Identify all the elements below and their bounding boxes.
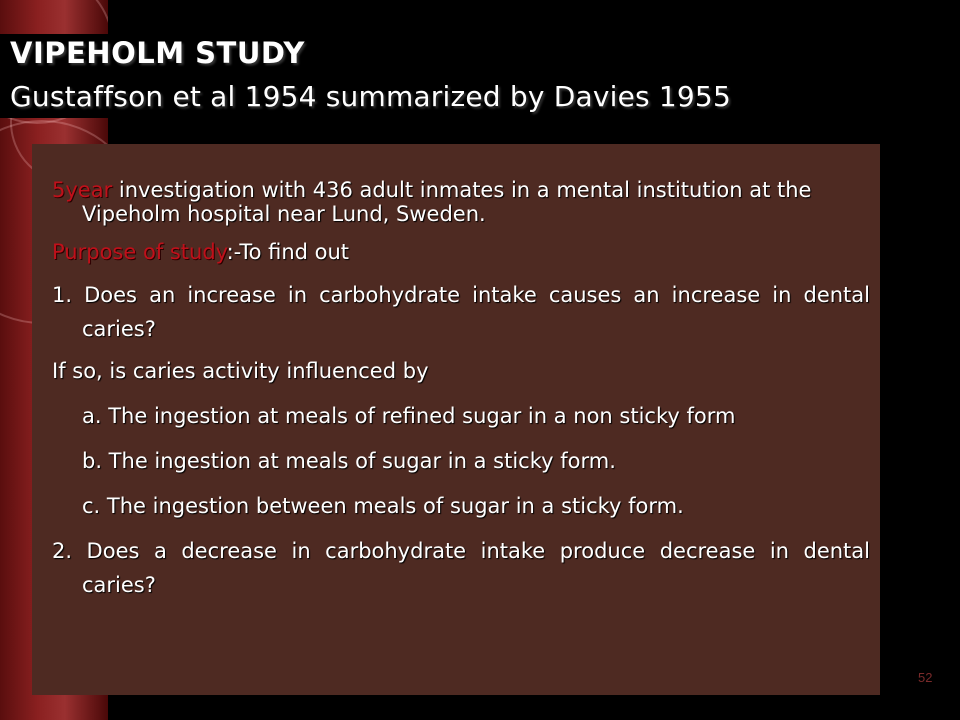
purpose-highlight: Purpose of study bbox=[52, 240, 227, 264]
page-number: 52 bbox=[918, 670, 933, 685]
question-2: 2. Does a decrease in carbohydrate intake produce decrease in dental caries? bbox=[52, 539, 870, 597]
slide-title: VIPEHOLM STUDY bbox=[10, 36, 305, 70]
intro-paragraph bbox=[52, 178, 870, 226]
sub-item-a: a. The ingestion at meals of refined sugar in a non sticky form bbox=[82, 404, 736, 428]
purpose-text: :-To find out bbox=[226, 240, 350, 264]
sub-item-c: c. The ingestion between meals of sugar in a sticky form. bbox=[82, 494, 684, 518]
slide-subtitle: Gustaffson et al 1954 summarized by Davies 1955 bbox=[10, 80, 731, 113]
purpose-paragraph bbox=[52, 239, 870, 266]
if-so-line: If so, is caries activity influenced by bbox=[52, 359, 429, 383]
intro-highlight: 5year bbox=[52, 178, 113, 202]
question-1: 1. Does an increase in carbohydrate intake causes an increase in dental caries? bbox=[52, 283, 870, 341]
intro-text: investigation with 436 adult inmates in a mental institution at the Vipeholm hospital near Lund, Sweden. bbox=[82, 178, 812, 226]
content-panel bbox=[32, 144, 880, 695]
sub-item-b: b. The ingestion at meals of sugar in a sticky form. bbox=[82, 449, 616, 473]
